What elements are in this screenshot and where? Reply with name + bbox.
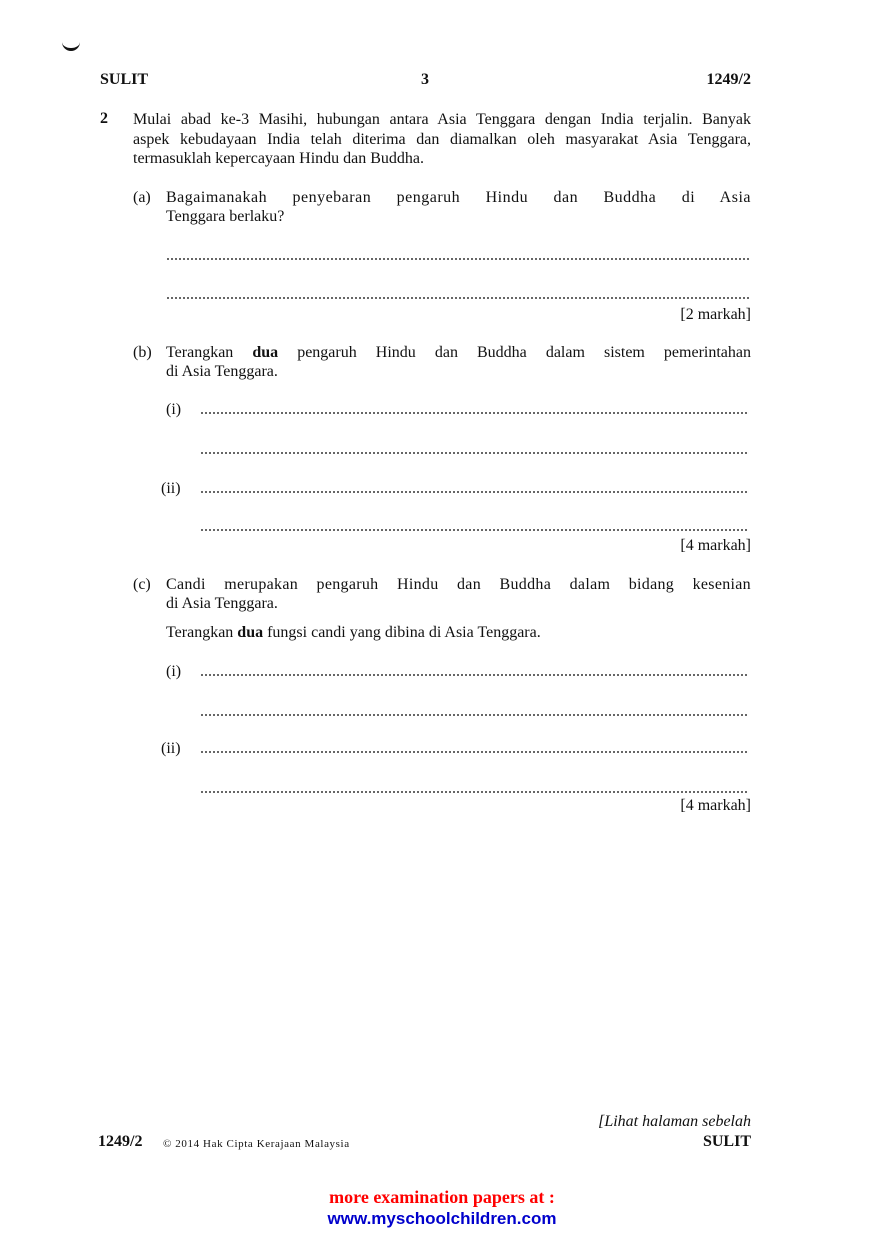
part-a-text-1: Bagaimanakah penyebaran pengaruh Hindu dan Buddha di Asia <box>166 189 751 206</box>
answer-line[interactable] <box>200 528 747 532</box>
answer-line[interactable] <box>200 713 747 717</box>
footer-code: 1249/2 <box>98 1133 143 1150</box>
intro-line-2: aspek kebudayaan India telah diterima dan diamalkan oleh masyarakat Asia Tenggara, <box>133 131 751 148</box>
part-c-label: (c) <box>133 576 151 593</box>
page-number: 3 <box>421 71 429 88</box>
part-b-sub-ii: (ii) <box>161 480 181 497</box>
answer-line[interactable] <box>200 750 747 754</box>
answer-line[interactable] <box>200 673 747 677</box>
intro-line-3: termasuklah kepercayaan Hindu dan Buddha. <box>133 150 425 167</box>
part-b-sub-i: (i) <box>166 401 182 418</box>
intro-line-1: Mulai abad ke-3 Masihi, hubungan antara Asia Tenggara dengan India terjalin. Banyak <box>133 111 751 128</box>
promo-text: more examination papers at : <box>329 1187 555 1207</box>
part-c-instruction: Terangkan dua fungsi candi yang dibina di Asia Tenggara. <box>166 624 541 641</box>
part-c-text-1: Candi merupakan pengaruh Hindu dan Buddha dalam bidang kesenian <box>166 576 751 593</box>
answer-line[interactable] <box>166 296 751 300</box>
answer-line[interactable] <box>200 790 747 794</box>
part-c-sub-i: (i) <box>166 663 182 680</box>
part-a-text-2: Tenggara berlaku? <box>166 208 285 225</box>
part-a-label: (a) <box>133 189 151 206</box>
header-code: 1249/2 <box>706 71 751 88</box>
header-sulit: SULIT <box>100 71 149 88</box>
part-c-text-2: di Asia Tenggara. <box>166 595 278 612</box>
answer-line[interactable] <box>200 411 747 415</box>
answer-line[interactable] <box>200 451 747 455</box>
part-c-sub-ii: (ii) <box>161 740 181 757</box>
promo-link[interactable]: www.myschoolchildren.com <box>327 1209 557 1228</box>
footer-sulit: SULIT <box>702 1133 751 1150</box>
binding-mark <box>62 40 80 51</box>
part-b-text-2: di Asia Tenggara. <box>166 363 278 380</box>
answer-line[interactable] <box>200 490 747 494</box>
part-b-text-1: Terangkan dua pengaruh Hindu dan Buddha dalam sistem pemerintahan <box>166 344 751 361</box>
answer-line[interactable] <box>166 257 751 261</box>
part-b-label: (b) <box>133 344 152 361</box>
question-number: 2 <box>100 110 108 127</box>
part-b-marks: [4 markah] <box>680 537 751 554</box>
footer-copyright: © 2014 Hak Cipta Kerajaan Malaysia <box>163 1138 350 1150</box>
part-a-marks: [2 markah] <box>680 306 751 323</box>
part-c-marks: [4 markah] <box>680 797 751 814</box>
footer-next-page: [Lihat halaman sebelah <box>598 1113 751 1130</box>
